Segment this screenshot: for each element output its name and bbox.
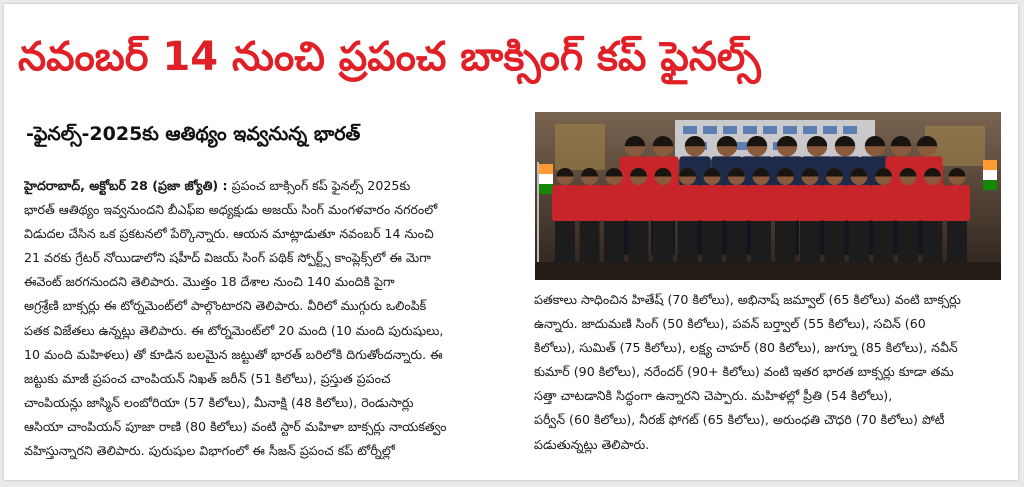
- team-group-photo: [535, 112, 1001, 280]
- article-line: విడుదల చేసిన ఒక ప్రకటనలో పేర్కొన్నారు. ఆయన మాట్లాడుతూ నవంబర్ 14 నుంచి: [24, 226, 434, 242]
- article-line: కుమార్ (90 కిలోలు), నరేందర్ (90+ కిలోలు) వంటి ఇతర భారత బాక్సర్లు కూడా తమ: [534, 364, 954, 380]
- article-line: సత్తా చాటడానికి సిద్ధంగా ఉన్నారని చెప్పారు. మహిళల్లో ప్రీతి (54 కిలోలు),: [534, 388, 893, 404]
- article-line: చాంపియన్లు జాస్మిన్ లంబోరియా (57 కిలోలు), మీనాక్షి (48 కిలోలు), రెండుసార్లు: [24, 394, 414, 410]
- article-column-right: [534, 288, 1009, 457]
- article-line: ఈవెంట్ జరగనుందని తెలిపారు. మొత్తం 18 దేశాల నుంచి 140 మందికి పైగా: [24, 274, 395, 290]
- article-line: హైదరాబాద్, అక్టోబర్ 28 (ప్రజా జ్యోతి) : ప్రపంచ బాక్సింగ్ కప్ ఫైనల్స్ 2025కు: [24, 178, 411, 193]
- dateline: హైదరాబాద్, అక్టోబర్ 28 (ప్రజా జ్యోతి) :: [24, 178, 228, 193]
- headline: నవంబర్ 14 నుంచి ప్రపంచ బాక్సింగ్ కప్ ఫైనల్స్: [18, 34, 761, 80]
- article-line: జట్టుకు మాజీ ప్రపంచ చాంపియన్ నిఖత్ జరీన్ (51 కిలోలు), ప్రస్తుత ప్రపంచ: [24, 370, 391, 386]
- article-line: వహిస్తున్నారని తెలిపారు. పురుషుల విభాగంలో ఈ సీజన్ ప్రపంచ కప్ టోర్నీల్లో: [24, 443, 395, 459]
- article-line: పర్వీన్ (60 కిలోలు), నీరజ్ ఫోగట్ (65 కిలోలు), అరుంధతి చౌధరి (70 కిలోలు) పోటీ: [534, 412, 945, 428]
- article-line: ఆసియా చాంపియన్ పూజా రాణి (80 కిలోలు) వంటి స్టార్ మహిళా బాక్సర్లు నాయకత్వం: [24, 418, 447, 434]
- team-photo-illustration: [535, 112, 1001, 280]
- article-line: పడుతున్నట్లు తెలిపారు.: [534, 436, 650, 452]
- article-column-left: [24, 174, 514, 463]
- article-line: కిలోలు), సుమిత్ (75 కిలోలు), లక్ష్య చాహర్ (80 కిలోలు), జుగ్నూ (85 కిలోలు), నవీన్: [534, 340, 958, 356]
- article-line: 10 మంది మహిళలు) తో కూడిన బలమైన జట్టుతో భారత్ బరిలోకి దిగుతోందన్నారు. ఈ: [24, 346, 443, 362]
- article-line: పతకాలు సాధించిన హితేష్ (70 కిలోలు), అభినాష్ జమ్వాల్ (65 కిలోలు) వంటి బాక్సర్లు: [534, 292, 961, 307]
- newspaper-clipping: [4, 4, 1018, 480]
- article-line: 21 వరకు గ్రేటర్ నోయిడాలోని షహీద్ విజయ్ సింగ్ పథిక్ స్పోర్ట్స్ కాంప్లెక్స్‌లో ఈ మెగా: [24, 250, 431, 266]
- article-line: భారత్ ఆతిథ్యం ఇవ్వనుందని బీఎఫ్ఐ అధ్యక్షుడు అజయ్ సింగ్ మంగళవారం నగరంలో: [24, 202, 438, 218]
- article-line: పతక విజేతలు ఉన్నట్లు తెలిపారు. ఈ టోర్నమెంట్‌లో 20 మంది (10 మంది పురుషులు,: [24, 322, 444, 338]
- article-line: ఉన్నారు. జాదుమణి సింగ్ (50 కిలోలు), పవన్ బర్త్వాల్ (55 కిలోలు), సచిన్ (60: [534, 316, 926, 332]
- subheadline: -ఫైనల్స్-2025కు ఆతిథ్యం ఇవ్వనున్న భారత్: [26, 123, 361, 145]
- article-line: అగ్రశ్రేణి బాక్సర్లు ఈ టోర్నమెంట్‌లో పాల్గొంటారని తెలిపారు. వీరిలో ముగ్గురు ఒలింపిక్: [24, 298, 427, 314]
